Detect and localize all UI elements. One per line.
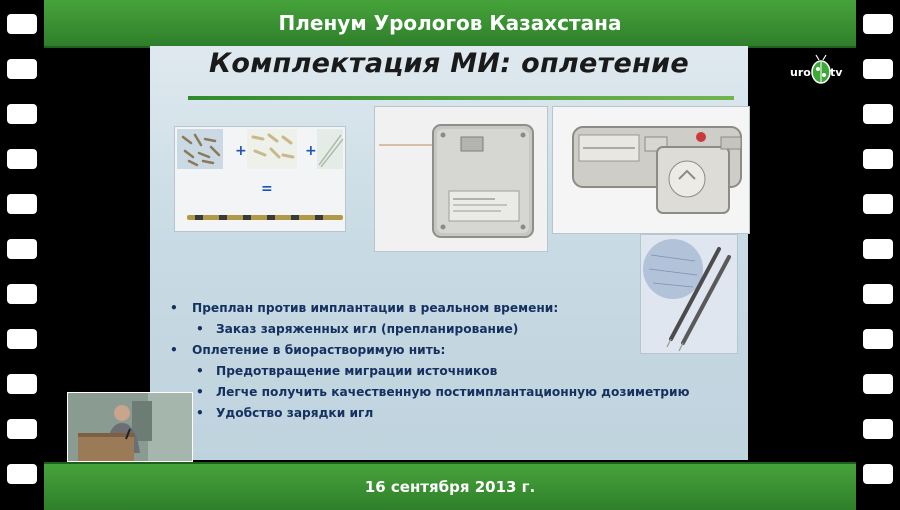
film-hole (7, 239, 37, 259)
seeds-strand-illustration (175, 127, 345, 231)
film-hole (7, 194, 37, 214)
film-hole (7, 149, 37, 169)
film-hole (863, 239, 893, 259)
header-title: Пленум Урологов Казахстана (278, 11, 622, 35)
film-hole (863, 284, 893, 304)
bullet-list (166, 298, 736, 424)
speaker-video-inset (67, 392, 193, 462)
film-hole (863, 194, 893, 214)
bullet-item (166, 403, 736, 424)
isocord-device-photo (374, 106, 548, 252)
film-hole (863, 374, 893, 394)
logo-text-tv: tv (830, 66, 843, 79)
film-hole (7, 329, 37, 349)
plus-sign: + (305, 143, 317, 159)
presentation-slide (150, 46, 748, 460)
bullet-item (166, 382, 736, 403)
bullet-dot: • (170, 343, 178, 357)
bullet-dot: • (170, 301, 178, 315)
film-hole (863, 464, 893, 484)
film-strip-right (856, 0, 900, 508)
film-hole (863, 59, 893, 79)
bullet-item (166, 298, 736, 319)
seeds-composition-diagram (174, 126, 346, 232)
film-hole (7, 59, 37, 79)
uro-tv-logo (790, 52, 850, 92)
film-hole (863, 329, 893, 349)
bullet-text: Оплетение в биорастворимую нить: (192, 343, 446, 357)
film-hole (7, 14, 37, 34)
film-hole (863, 14, 893, 34)
film-hole (7, 284, 37, 304)
bullet-dot: • (196, 385, 204, 399)
film-hole (863, 419, 893, 439)
bullet-text: Легче получить качественную постимплантационную дозиметрию (216, 385, 690, 399)
isocord-device-illustration (375, 107, 547, 251)
bullet-item (166, 361, 736, 382)
bullet-item (166, 340, 736, 361)
slide-title: Комплектация МИ: оплетение (209, 48, 689, 79)
bullet-text: Преплан против имплантации в реальном времени: (192, 301, 559, 315)
header-banner (44, 0, 856, 48)
bullet-text: Предотвращение миграции источников (216, 364, 498, 378)
bullet-text: Удобство зарядки игл (216, 406, 374, 420)
ladybug-icon (810, 54, 832, 86)
bullet-text: Заказ заряженных игл (препланирование) (216, 322, 519, 336)
plus-sign: + (235, 143, 247, 159)
film-hole (863, 104, 893, 124)
speaker-illustration (68, 393, 192, 461)
film-hole (7, 104, 37, 124)
film-hole (7, 464, 37, 484)
bullet-dot: • (196, 364, 204, 378)
equals-sign: = (261, 181, 273, 197)
seed-loader-illustration (553, 107, 749, 233)
seed-loader-photo (552, 106, 750, 234)
film-hole (7, 419, 37, 439)
film-strip-left (0, 0, 44, 508)
footer-banner (44, 462, 856, 510)
bullet-dot: • (196, 406, 204, 420)
bullet-dot: • (196, 322, 204, 336)
footer-date: 16 сентября 2013 г. (364, 478, 536, 496)
film-hole (7, 374, 37, 394)
film-hole (863, 149, 893, 169)
bullet-item (166, 319, 736, 340)
logo-text-uro: uro (790, 66, 811, 79)
title-underline (188, 96, 734, 100)
